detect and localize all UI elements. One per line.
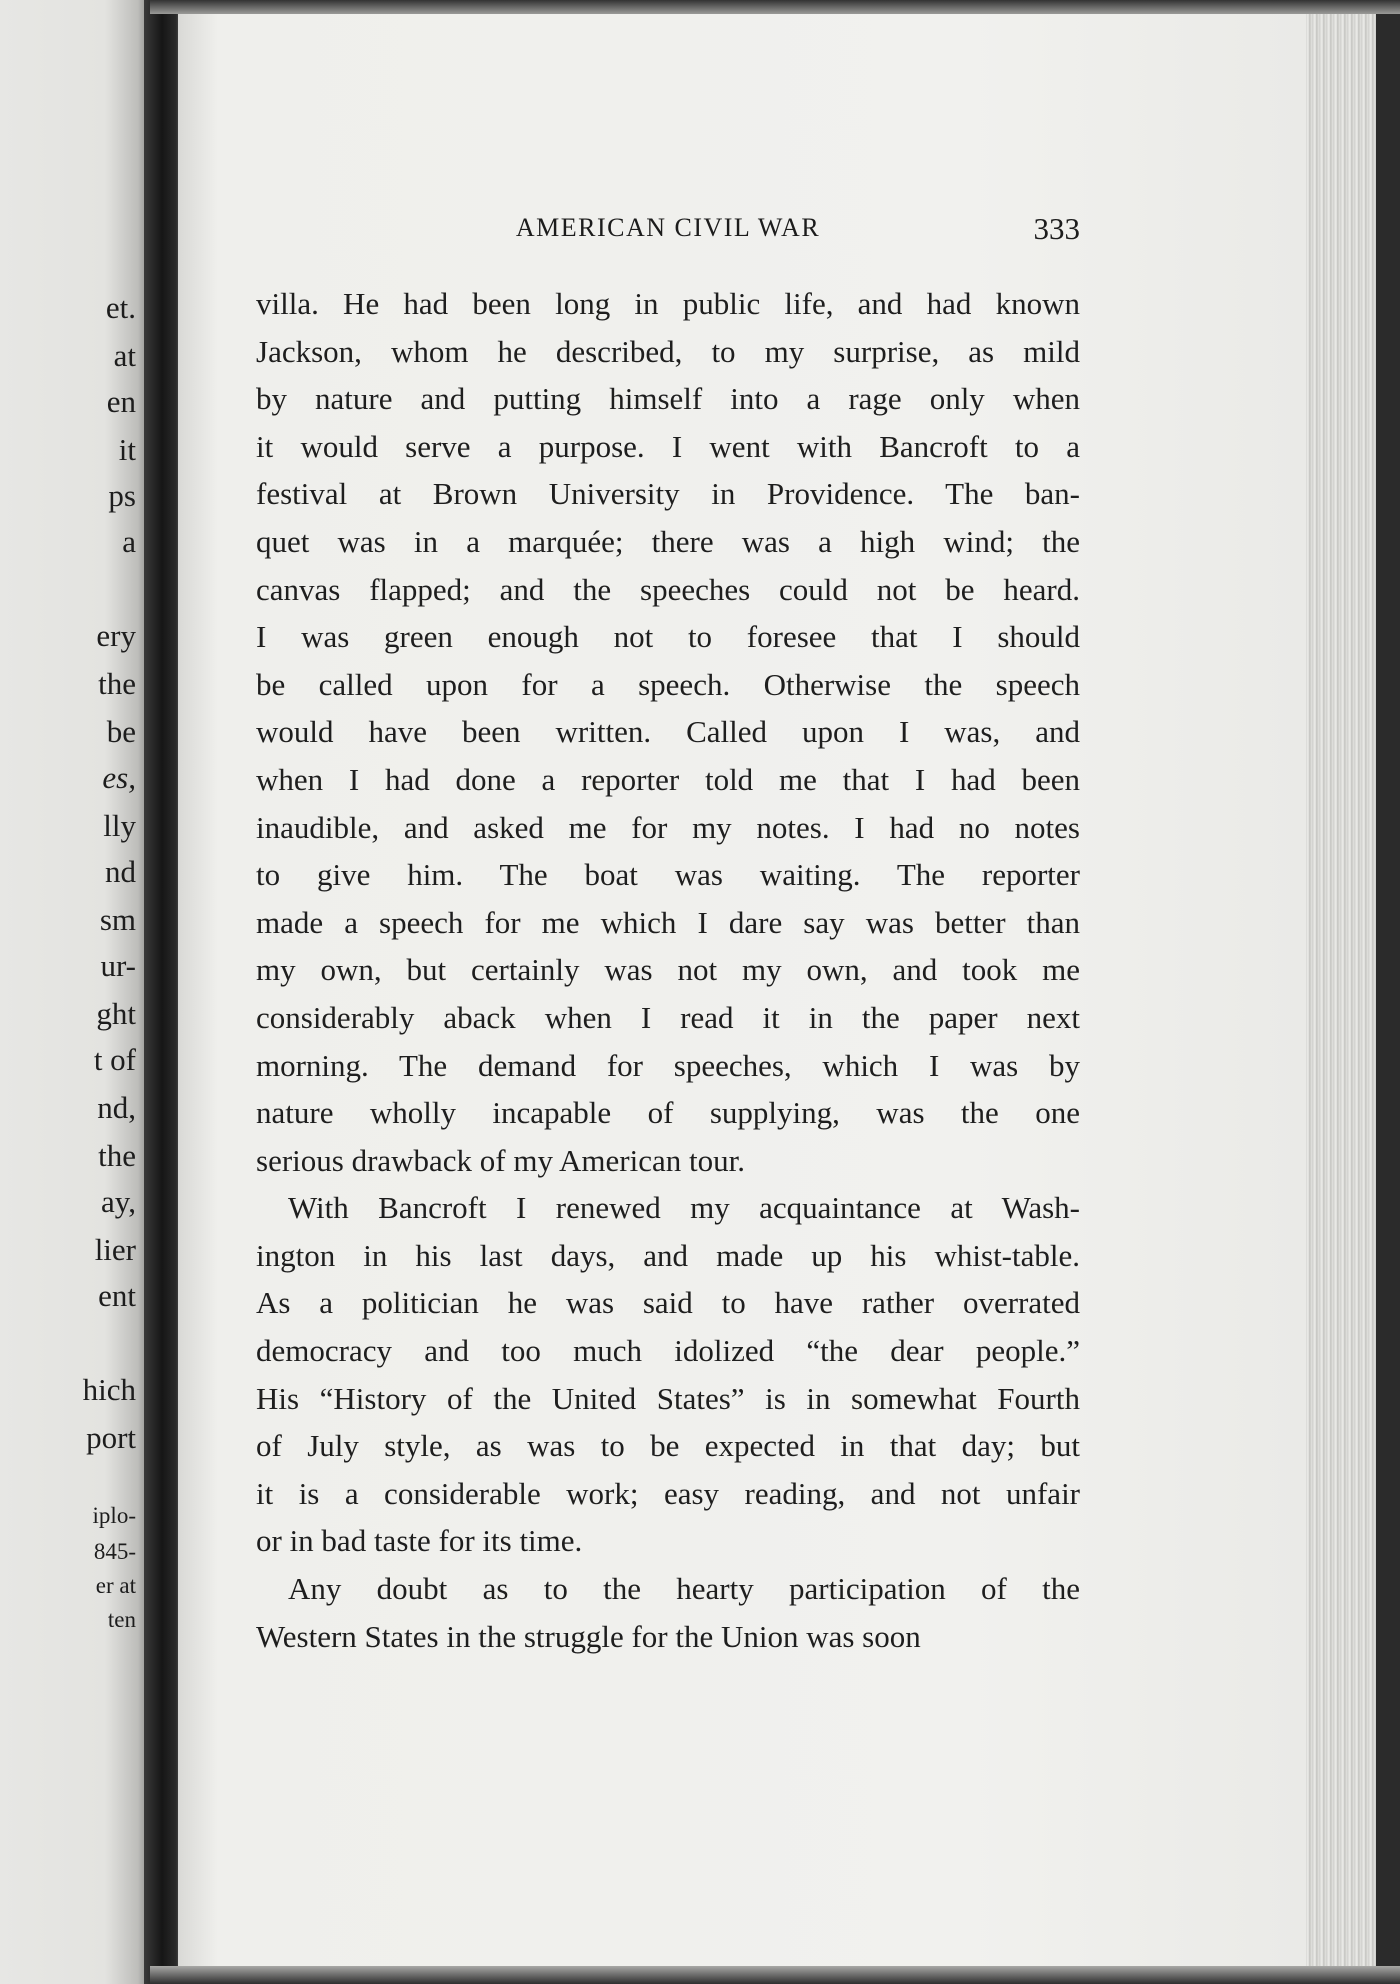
left-page-fragment: sm bbox=[99, 902, 136, 937]
left-page-fragment: es, bbox=[102, 760, 136, 795]
bottom-shadow bbox=[150, 1966, 1400, 1984]
left-page-fragment: ay, bbox=[101, 1184, 136, 1219]
text-line: nature wholly incapable of supplying, was the one bbox=[256, 1095, 1080, 1131]
text-line: considerably aback when I read it in the paper next bbox=[256, 999, 1080, 1035]
page-edges bbox=[1306, 10, 1376, 1970]
left-page-fragment: lly bbox=[103, 808, 136, 843]
text-line: or in bad taste for its time. bbox=[256, 1523, 583, 1559]
text-line: to give him. The boat was waiting. The reporter bbox=[256, 857, 1080, 893]
left-page-fragment: ten bbox=[107, 1607, 136, 1632]
left-page-fragment: ery bbox=[96, 618, 136, 653]
left-page-fragment: er at bbox=[95, 1573, 136, 1598]
paragraph bbox=[256, 1184, 1080, 1565]
text-line: serious drawback of my American tour. bbox=[256, 1142, 745, 1178]
left-page-fragment: hich bbox=[82, 1372, 136, 1407]
text-line: canvas flapped; and the speeches could not be heard. bbox=[256, 571, 1080, 607]
text-line: democracy and too much idolized “the dear people.” bbox=[256, 1333, 1080, 1369]
text-line: when I had done a reporter told me that I had been bbox=[256, 761, 1080, 797]
left-page-fragment: a bbox=[122, 524, 136, 559]
left-page-fragment: nd, bbox=[97, 1090, 136, 1125]
left-page-fragment: ght bbox=[96, 996, 136, 1031]
left-page-fragment: the bbox=[98, 666, 136, 701]
left-page-fragment: 845- bbox=[93, 1539, 136, 1564]
text-line: of July style, as was to be expected in that day; but bbox=[256, 1428, 1080, 1464]
page-number: 333 bbox=[1033, 211, 1080, 246]
text-line: be called upon for a speech. Otherwise the speech bbox=[256, 666, 1080, 702]
text-line: by nature and putting himself into a rage only when bbox=[256, 381, 1080, 417]
running-head bbox=[256, 213, 1080, 253]
left-page-fragment: be bbox=[106, 714, 136, 749]
text-line: made a speech for me which I dare say was better than bbox=[256, 904, 1080, 940]
text-line: inaudible, and asked me for my notes. I had no notes bbox=[256, 809, 1080, 845]
left-page-fragment: the bbox=[98, 1138, 136, 1173]
left-page-fragment: ps bbox=[108, 478, 136, 513]
text-line: As a politician he was said to have rather overrated bbox=[256, 1285, 1080, 1321]
text-line: Any doubt as to the hearty participation of the bbox=[288, 1571, 1080, 1607]
text-line: Jackson, whom he described, to my surprise, as mild bbox=[256, 333, 1080, 369]
left-page bbox=[0, 0, 150, 1984]
left-page-fragment: it bbox=[118, 432, 136, 467]
left-page-fragment: en bbox=[106, 384, 136, 419]
text-line: His “History of the United States” is in somewhat Fourth bbox=[256, 1380, 1080, 1416]
left-page-fragment: t of bbox=[93, 1042, 136, 1077]
paragraph bbox=[256, 280, 1080, 1184]
left-page-fragment: ent bbox=[98, 1278, 136, 1313]
left-page-fragment: nd bbox=[105, 854, 136, 889]
text-line: my own, but certainly was not my own, and took me bbox=[256, 952, 1080, 988]
text-line: it would serve a purpose. I went with Bancroft to a bbox=[256, 428, 1080, 464]
left-page-fragment: et. bbox=[105, 290, 136, 325]
text-line: festival at Brown University in Providence. The ban- bbox=[256, 476, 1080, 512]
text-line: it is a considerable work; easy reading, and not unfair bbox=[256, 1475, 1080, 1511]
text-line: would have been written. Called upon I was, and bbox=[256, 714, 1080, 750]
text-line: Western States in the struggle for the Union was soon bbox=[256, 1618, 921, 1654]
body-text bbox=[256, 280, 1080, 1660]
paragraph bbox=[256, 1565, 1080, 1660]
left-page-fragment: at bbox=[113, 338, 136, 373]
text-line: ington in his last days, and made up his whist-table. bbox=[256, 1237, 1080, 1273]
left-page-fragment: ur- bbox=[100, 948, 136, 983]
left-page-fragment: iplo- bbox=[92, 1503, 136, 1528]
text-line: I was green enough not to foresee that I should bbox=[256, 619, 1080, 655]
left-page-fragment: lier bbox=[94, 1232, 136, 1267]
left-page-fragment: port bbox=[86, 1420, 136, 1455]
text-line: morning. The demand for speeches, which I was by bbox=[256, 1047, 1080, 1083]
top-shadow bbox=[150, 0, 1400, 14]
running-head-title: AMERICAN CIVIL WAR bbox=[515, 213, 821, 242]
text-line: quet was in a marquée; there was a high wind; the bbox=[256, 523, 1080, 559]
text-line: villa. He had been long in public life, and had known bbox=[256, 286, 1080, 321]
text-line: With Bancroft I renewed my acquaintance at Wash- bbox=[288, 1190, 1080, 1226]
